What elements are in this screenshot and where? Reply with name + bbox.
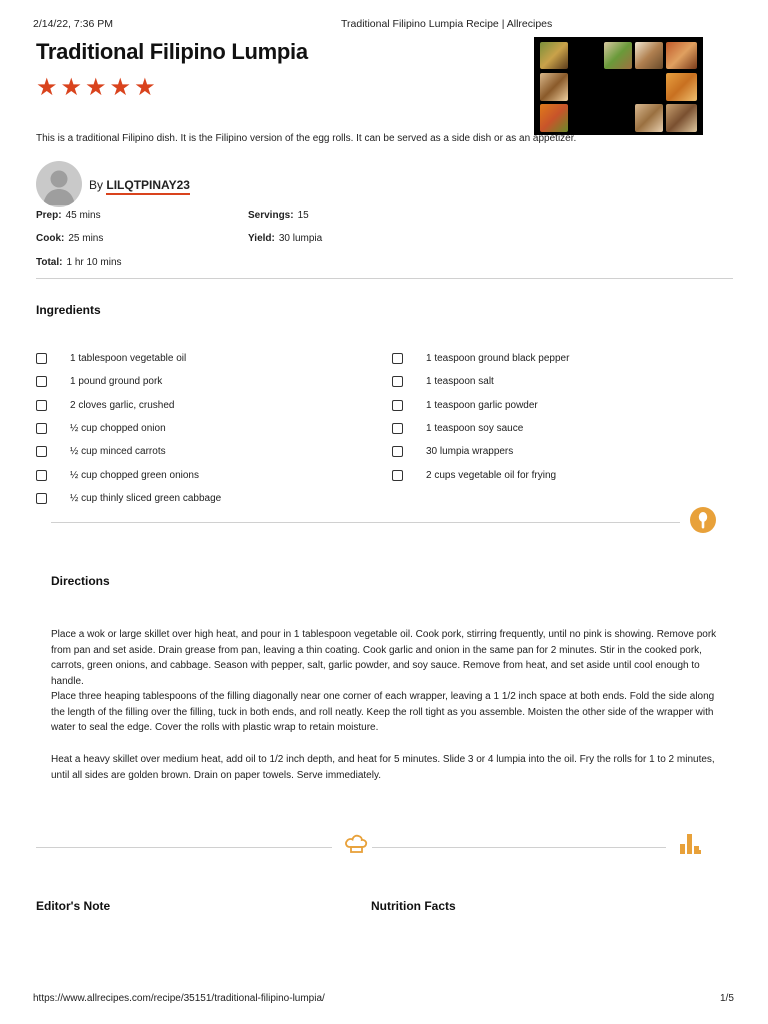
yield — [248, 233, 322, 244]
cook-value: 25 mins — [68, 233, 104, 244]
ingredient-item[interactable] — [36, 400, 175, 411]
ingredient-label: 1 teaspoon salt — [426, 376, 494, 388]
ingredient-label: 1 teaspoon ground black pepper — [426, 353, 570, 364]
ingredient-checkbox[interactable] — [392, 400, 403, 411]
ingredient-checkbox[interactable] — [36, 400, 47, 411]
ingredient-checkbox[interactable] — [392, 446, 403, 457]
user-silhouette-icon — [36, 161, 82, 207]
ingredient-checkbox[interactable] — [36, 470, 47, 481]
recipe-description: This is a traditional Filipino dish. It is the Filipino version of the egg rolls. It can be served as a side dish or as an appetizer. — [36, 133, 577, 144]
recipe-photo-gallery[interactable] — [534, 37, 703, 135]
ingredient-checkbox[interactable] — [392, 376, 403, 387]
ingredient-checkbox[interactable] — [36, 423, 47, 434]
ingredient-item[interactable] — [36, 446, 166, 457]
ingredient-item[interactable] — [392, 353, 569, 364]
direction-step-1: Place a wok or large skillet over high heat, and pour in 1 tablespoon vegetable oil. Cook pork, stirring frequently, until no pink is showing. Remove pork from pan and set aside. Drain grease from pan, leaving a thin coating. Cook garlic and onion in the same pan for 2 minutes. Stir in the cooked pork, carrots, green onions, and cabbage. Season with pepper, salt, garlic powder, and soy sauce. Remove from heat, and set aside until cool enough to handle. — [51, 629, 717, 687]
ingredient-item[interactable] — [392, 446, 513, 457]
print-datetime: 2/14/22, 7:36 PM — [33, 18, 113, 30]
ingredient-label: ½ cup chopped onion — [70, 422, 166, 434]
star-icon: ★ — [36, 74, 58, 101]
photo-thumbnail[interactable] — [540, 42, 568, 69]
page-indicator: 1/5 — [720, 993, 734, 1004]
yield-label: Yield: — [248, 233, 275, 244]
photo-thumbnail[interactable] — [635, 42, 663, 69]
ingredient-checkbox[interactable] — [392, 353, 403, 364]
ingredient-checkbox[interactable] — [36, 353, 47, 364]
ingredient-label: ½ cup chopped green onions — [70, 469, 199, 481]
prep-time — [36, 210, 101, 221]
ingredient-label: ½ cup minced carrots — [70, 446, 166, 458]
ingredient-label: 1 tablespoon vegetable oil — [70, 353, 187, 364]
ingredient-item[interactable] — [392, 376, 494, 387]
total-label: Total: — [36, 257, 63, 268]
photo-thumbnail[interactable] — [540, 73, 568, 101]
ingredient-label: 2 cloves garlic, crushed — [70, 399, 175, 411]
spoon-icon — [690, 507, 716, 533]
editors-note-heading: Editor's Note — [36, 899, 111, 913]
ingredient-item[interactable] — [392, 400, 538, 411]
photo-thumbnail[interactable] — [666, 73, 697, 101]
ingredient-item[interactable] — [36, 423, 166, 434]
photo-thumbnail[interactable] — [666, 42, 697, 69]
chef-hat-icon — [343, 832, 369, 854]
cook-label: Cook: — [36, 233, 65, 244]
divider — [36, 847, 332, 848]
ingredient-item[interactable] — [36, 470, 199, 481]
ingredient-item[interactable] — [36, 376, 162, 387]
ingredient-checkbox[interactable] — [36, 446, 47, 457]
servings — [248, 210, 309, 221]
print-page-title: Traditional Filipino Lumpia Recipe | Allrecipes — [341, 18, 553, 30]
ingredient-label: 1 pound ground pork — [70, 376, 163, 388]
avatar[interactable] — [36, 161, 82, 207]
ingredient-label: 1 teaspoon soy sauce — [426, 422, 524, 434]
divider — [51, 522, 680, 523]
prep-value: 45 mins — [65, 210, 101, 221]
direction-step-3: Heat a heavy skillet over medium heat, add oil to 1/2 inch depth, and heat for 5 minutes. Slide 3 or 4 lumpia into the oil. Fry the rolls for 1 to 2 minutes, until all sides are golden brown. Drain on paper towels. Serve immediately. — [51, 754, 715, 781]
photo-thumbnail[interactable] — [666, 104, 697, 132]
star-icon: ★ — [85, 74, 107, 101]
author-link[interactable]: LILQTPINAY23 — [106, 178, 190, 195]
print-url[interactable]: https://www.allrecipes.com/recipe/35151/traditional-filipino-lumpia/ — [33, 993, 325, 1004]
rating-stars — [36, 76, 156, 100]
total-value: 1 hr 10 mins — [66, 257, 122, 268]
photo-thumbnail[interactable] — [635, 104, 663, 132]
ingredients-heading: Ingredients — [36, 303, 101, 317]
ingredient-item[interactable] — [36, 353, 186, 364]
yield-value: 30 lumpia — [278, 233, 323, 244]
directions-heading: Directions — [51, 574, 110, 588]
star-icon: ★ — [109, 74, 132, 101]
ingredient-checkbox[interactable] — [392, 423, 403, 434]
photo-thumbnail[interactable] — [604, 42, 632, 69]
author-byline — [89, 178, 190, 192]
divider — [36, 278, 733, 279]
recipe-title: Traditional Filipino Lumpia — [36, 39, 308, 64]
nutrition-bar-chart-icon — [679, 832, 703, 856]
star-icon: ★ — [134, 74, 156, 101]
ingredient-checkbox[interactable] — [36, 493, 47, 504]
prep-label: Prep: — [36, 210, 62, 221]
photo-thumbnail[interactable] — [540, 104, 568, 132]
divider — [372, 847, 666, 848]
ingredient-item[interactable] — [392, 423, 523, 434]
ingredient-item[interactable] — [392, 470, 556, 481]
ingredients-icon — [690, 507, 716, 533]
ingredient-label: 1 teaspoon garlic powder — [426, 399, 538, 411]
servings-label: Servings: — [248, 210, 294, 221]
ingredient-checkbox[interactable] — [36, 376, 47, 387]
cook-time — [36, 233, 103, 244]
ingredient-checkbox[interactable] — [392, 470, 403, 481]
ingredient-label: ½ cup thinly sliced green cabbage — [70, 492, 222, 504]
ingredient-label: 30 lumpia wrappers — [426, 446, 514, 458]
star-icon: ★ — [60, 74, 83, 101]
author-prefix: By — [89, 178, 104, 192]
ingredient-item[interactable] — [36, 493, 221, 504]
nutrition-facts-heading: Nutrition Facts — [371, 899, 456, 913]
ingredient-label: 2 cups vegetable oil for frying — [426, 469, 557, 481]
total-time — [36, 257, 122, 268]
servings-value: 15 — [297, 210, 309, 221]
direction-step-2: Place three heaping tablespoons of the filling diagonally near one corner of each wrapper, leaving a 1 1/2 inch space at both ends. Fold the side along the length of the filling over the filling, tuck in both ends, and roll neatly. Keep the roll tight as you assemble. Moisten the other side of the wrapper with water to seal the edge. Cover the rolls with plastic wrap to retain moisture. — [51, 691, 715, 733]
